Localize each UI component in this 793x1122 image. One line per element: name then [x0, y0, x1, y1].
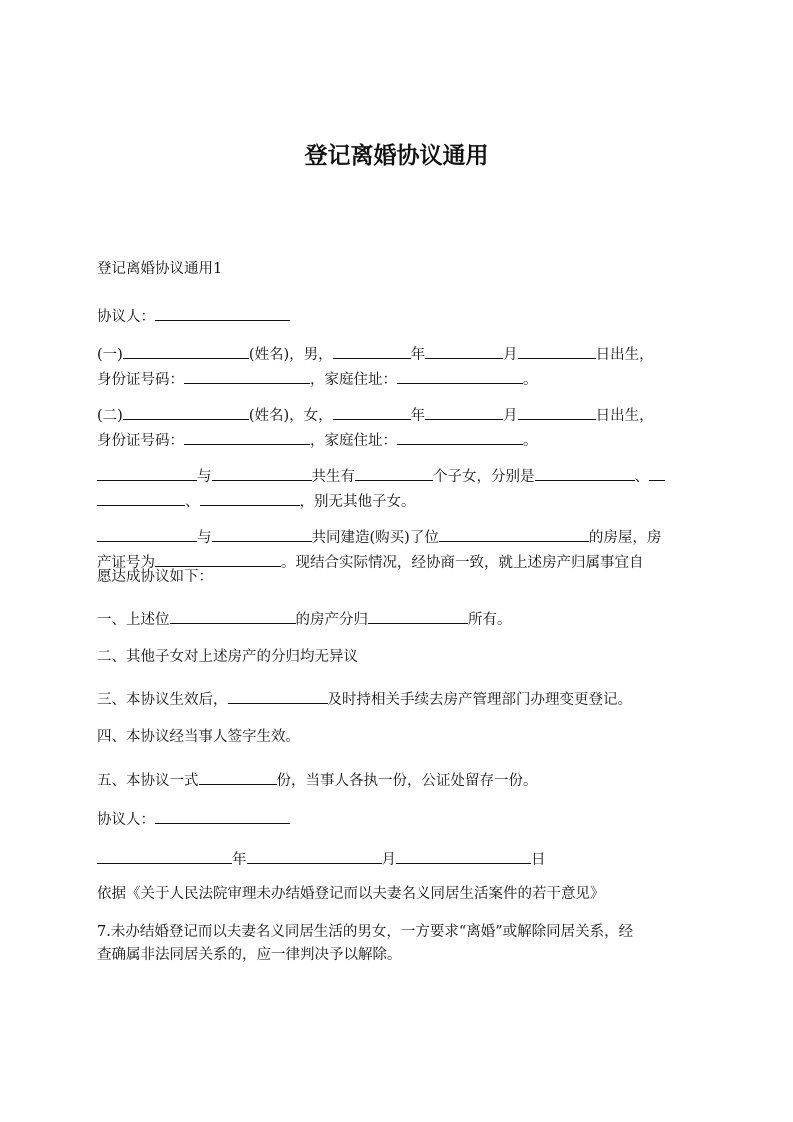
party1-birth-label: 日出生， [595, 347, 654, 363]
party1-month-label: 月 [503, 347, 518, 363]
party1-year-label: 年 [410, 347, 426, 363]
party-line-bottom [97, 809, 290, 828]
party-blank-bottom[interactable] [155, 809, 290, 824]
clause5-copies-blank[interactable] [199, 770, 277, 785]
clause1-c: 所有。 [468, 612, 512, 628]
party1-address-blank[interactable] [397, 369, 523, 384]
clause-3 [97, 689, 632, 708]
clause1-location-blank[interactable] [170, 609, 296, 624]
children-parent2-blank[interactable] [212, 466, 312, 481]
party1-name-note: (姓名)，男， [248, 347, 333, 363]
property-with: 与 [197, 530, 212, 546]
party1-id-label: 身份证号码： [97, 372, 184, 388]
party2-line1 [97, 405, 654, 424]
property-line1 [97, 527, 661, 546]
property-line2 [97, 552, 644, 571]
party2-month-label: 月 [503, 408, 518, 424]
clause1-owner-blank[interactable] [368, 609, 468, 624]
children-have: 共生有 [311, 469, 355, 485]
party2-end: 。 [523, 433, 538, 449]
party1-day-blank[interactable] [518, 344, 596, 359]
party2-line2 [97, 430, 538, 449]
property-cert-blank[interactable] [155, 552, 281, 567]
property-cert-label: 产证号为 [97, 555, 155, 571]
property-cert-tail: 。现结合实际情况，经协商一致，就上述房产归属事宜自 [281, 555, 644, 571]
party1-month-blank[interactable] [425, 344, 503, 359]
party-label-bottom: 协议人： [97, 812, 155, 828]
clause1-a: 一、上述位 [97, 612, 170, 628]
children-with: 与 [197, 469, 212, 485]
party-blank[interactable] [155, 306, 290, 321]
note-line1: 7.未办结婚登记而以夫妻名义同居生活的男女，一方要求“离婚”或解除同居关系，经 [97, 924, 634, 940]
children-line2 [97, 491, 416, 510]
clause3-b: 及时持相关手续去房产管理部门办理变更登记。 [327, 692, 632, 708]
children-tail: ，别无其他子女。 [299, 494, 416, 510]
child1-blank[interactable] [535, 466, 635, 481]
clause-1 [97, 609, 512, 628]
property-house-tail: 的房屋，房 [588, 530, 662, 546]
date-day-label: 日 [531, 852, 546, 868]
section-title: 登记离婚协议通用1 [97, 261, 223, 277]
property-built: 共同建造(购买)了位 [311, 530, 439, 546]
clause-2: 二、其他子女对上述房产的分归均无异议 [97, 649, 358, 665]
party1-prefix: (一) [97, 347, 123, 363]
party2-birth-label: 日出生， [595, 408, 654, 424]
clause-5 [97, 770, 538, 789]
property-line3: 愿达成协议如下： [97, 569, 213, 585]
date-month-label: 月 [381, 852, 396, 868]
children-line1 [97, 466, 665, 485]
date-day-blank[interactable] [396, 849, 531, 864]
party1-year-blank[interactable] [333, 344, 411, 359]
party1-line2 [97, 369, 538, 388]
party1-id-blank[interactable] [184, 369, 310, 384]
party2-month-blank[interactable] [425, 405, 503, 420]
party2-id-label: 身份证号码： [97, 433, 184, 449]
clause1-b: 的房产分归 [295, 612, 368, 628]
children-count-tail: 个子女，分别是 [433, 469, 535, 485]
clause5-a: 五、本协议一式 [97, 773, 199, 789]
clause-4: 四、本协议经当事人签字生效。 [97, 729, 300, 745]
clause3-a: 三、本协议生效后， [97, 692, 228, 708]
children-parent1-blank[interactable] [97, 466, 197, 481]
date-year-blank[interactable] [97, 849, 232, 864]
party2-address-blank[interactable] [397, 430, 523, 445]
note-line2: 查确属非法同居关系的，应一律判决予以解除。 [97, 947, 402, 963]
party2-name-blank[interactable] [123, 405, 249, 420]
clause5-b: 份，当事人各执一份，公证处留存一份。 [276, 773, 538, 789]
party2-id-blank[interactable] [184, 430, 310, 445]
property-location-blank[interactable] [439, 527, 589, 542]
document-title: 登记离婚协议通用 [304, 143, 489, 169]
party-line-top [97, 306, 290, 325]
party1-line1 [97, 344, 654, 363]
date-month-blank[interactable] [247, 849, 382, 864]
children-count-blank[interactable] [355, 466, 433, 481]
party2-day-blank[interactable] [518, 405, 596, 420]
party2-prefix: (二) [97, 408, 123, 424]
property-owner2-blank[interactable] [212, 527, 312, 542]
party1-end: 。 [523, 372, 538, 388]
children-sep2: 、 [185, 494, 200, 510]
party1-address-label: ，家庭住址： [310, 372, 397, 388]
date-line [97, 849, 546, 868]
date-year-label: 年 [232, 852, 247, 868]
child2-blank-start[interactable] [649, 466, 665, 481]
party2-year-blank[interactable] [333, 405, 411, 420]
party1-name-blank[interactable] [123, 344, 249, 359]
property-owner1-blank[interactable] [97, 527, 197, 542]
party2-year-label: 年 [410, 408, 426, 424]
party2-address-label: ，家庭住址： [310, 433, 397, 449]
party2-name-note: (姓名)，女， [248, 408, 333, 424]
clause3-blank[interactable] [228, 689, 328, 704]
child3-blank[interactable] [200, 491, 300, 506]
child2-blank-end[interactable] [97, 491, 185, 506]
basis-line: 依据《关于人民法院审理未办结婚登记而以夫妻名义同居生活案件的若干意见》 [97, 886, 605, 902]
children-sep1: 、 [634, 469, 649, 485]
party-label: 协议人： [97, 309, 155, 325]
